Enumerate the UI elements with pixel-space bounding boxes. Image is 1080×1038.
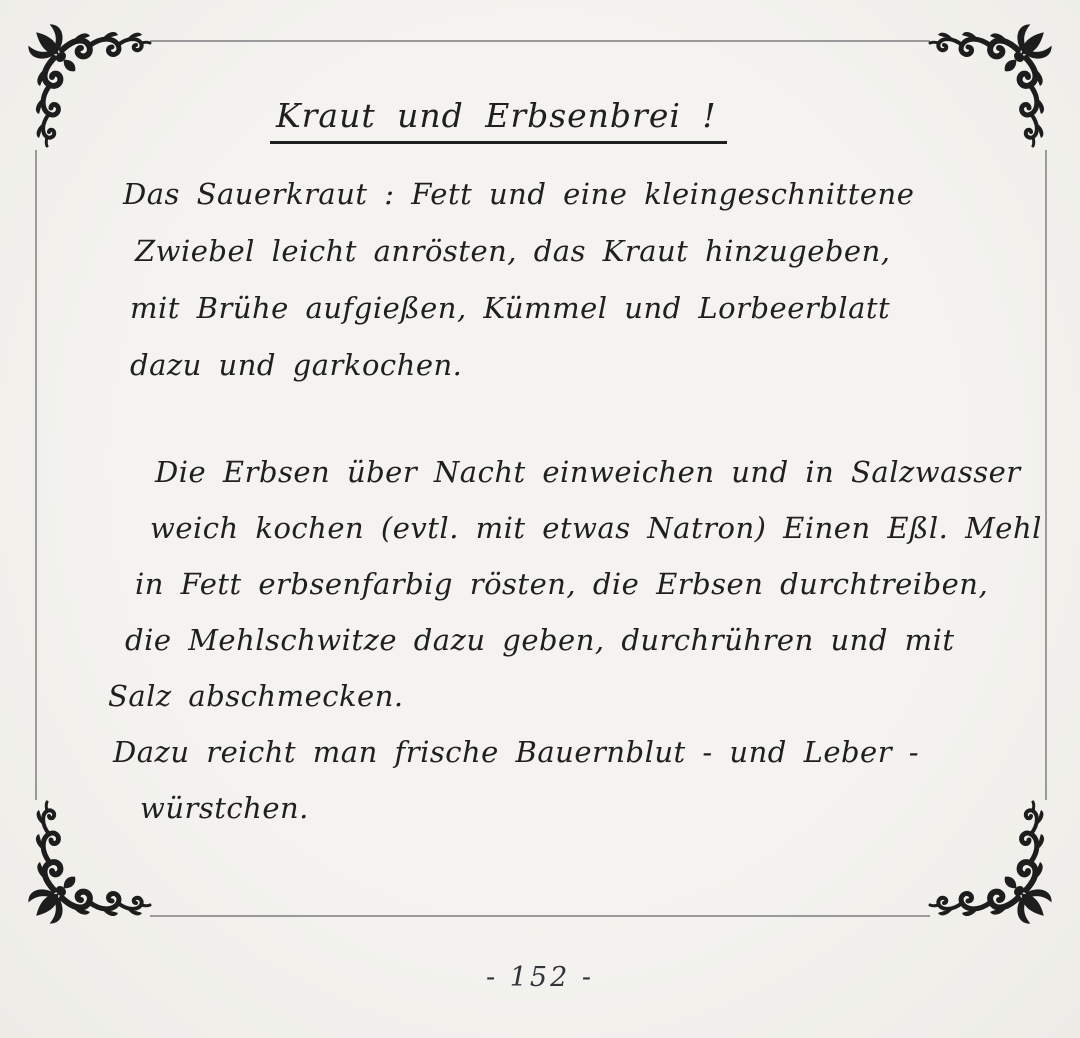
recipe-line: würstchen. (140, 791, 309, 825)
recipe-line: in Fett erbsenfarbig rösten, die Erbsen durchtreiben, (135, 567, 989, 601)
recipe-content (105, 96, 1042, 836)
recipe-line: Zwiebel leicht anrösten, das Kraut hinzugeben, (135, 234, 891, 268)
recipe-paragraph-sauerkraut (105, 166, 995, 394)
frame-line-bottom (150, 915, 930, 917)
recipe-line: Dazu reicht man frische Bauernblut - und Leber - (113, 735, 920, 769)
recipe-line: Das Sauerkraut : Fett und eine kleingeschnittene (123, 177, 915, 211)
recipe-line: mit Brühe aufgießen, Kümmel und Lorbeerblatt (130, 291, 891, 325)
recipe-title: Kraut und Erbsenbrei ! (270, 96, 727, 144)
page-number: - 152 - (486, 962, 594, 993)
recipe-line: Die Erbsen über Nacht einweichen und in Salzwasser (155, 455, 1021, 489)
recipe-paragraph-erbsenbrei (105, 444, 1042, 836)
frame-line-left (35, 150, 37, 800)
recipe-title-row (105, 96, 995, 144)
recipe-line: Salz abschmecken. (108, 679, 404, 713)
frame-line-top (150, 40, 930, 42)
frame-line-right (1045, 150, 1047, 800)
recipe-line: die Mehlschwitze dazu geben, durchrühren und mit (125, 623, 955, 657)
recipe-line: dazu und garkochen. (130, 348, 463, 382)
recipe-line: weich kochen (evtl. mit etwas Natron) Einen Eßl. Mehl (150, 511, 1042, 545)
